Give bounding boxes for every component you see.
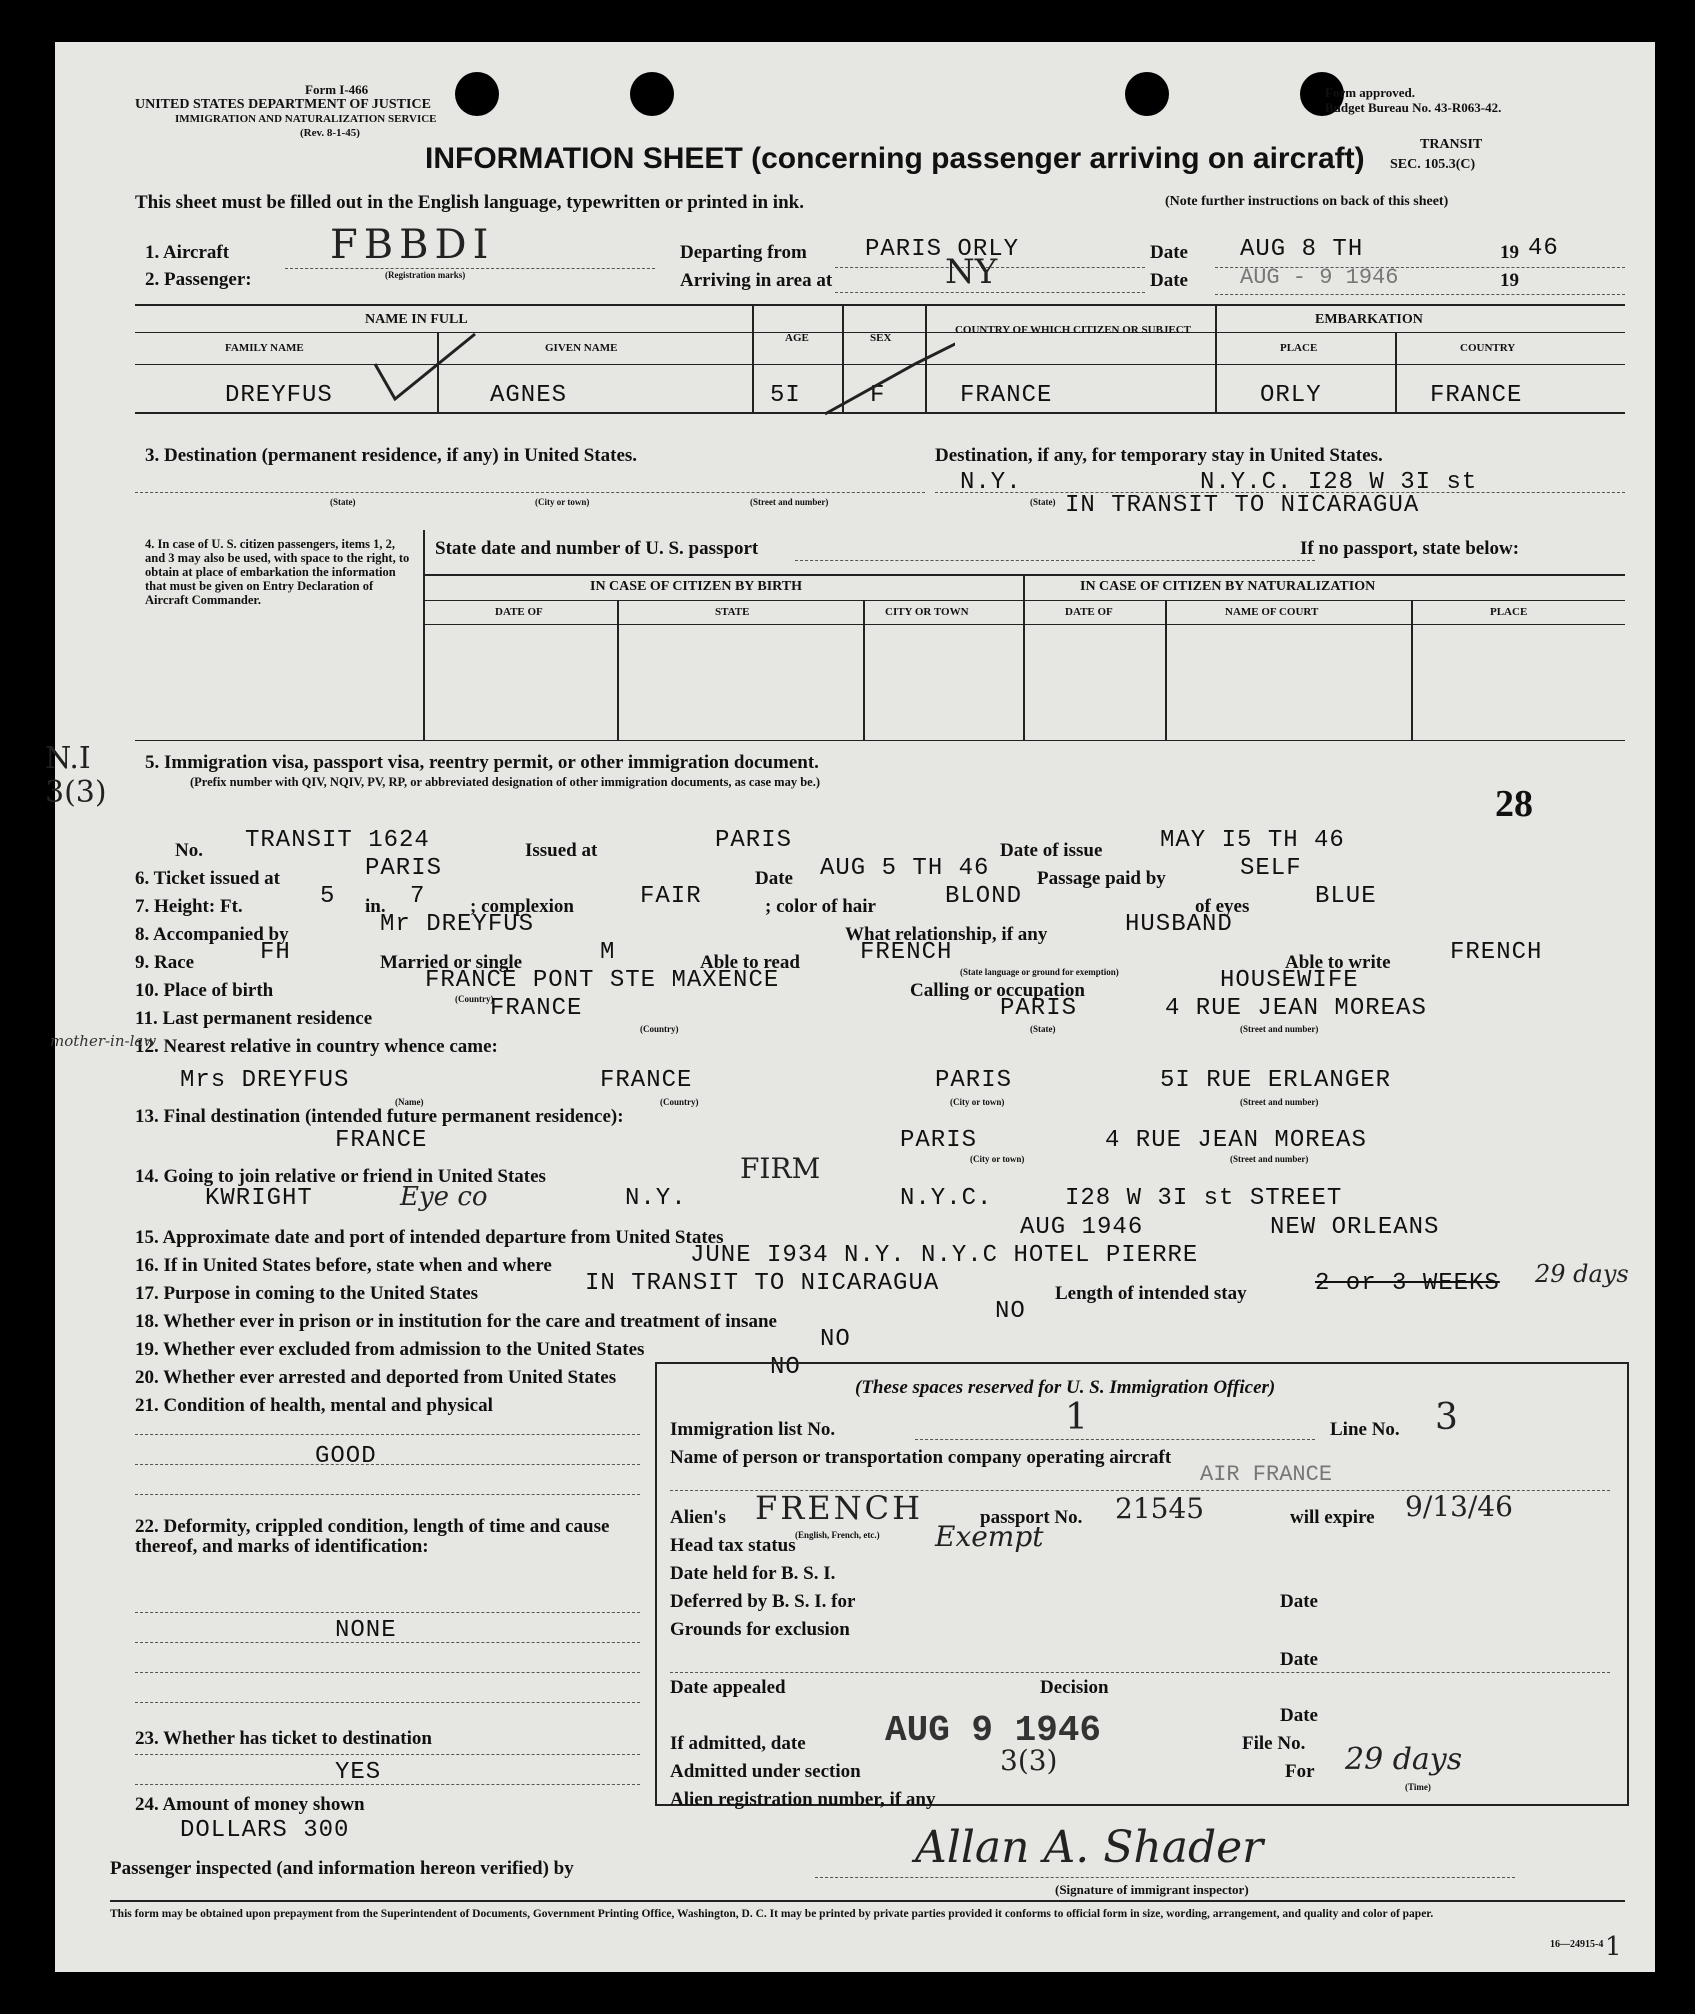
relative-country-value: FRANCE — [600, 1067, 693, 1094]
line-no-value: 3 — [1435, 1397, 1458, 1438]
col-embarkation: EMBARKATION — [1315, 312, 1423, 327]
reg-marks-caption: (Registration marks) — [385, 270, 466, 280]
footer-note: This form may be obtained upon prepayment from the Superintendent of Documents, Government Printing Office, Washington, D. C. It may be printed by private parties provided it conforms to official form in size, wording, arrangement, and quality and color of paper. — [110, 1908, 1434, 1920]
married-value: M — [600, 939, 616, 966]
label-section: Admitted under section — [670, 1761, 861, 1782]
temp-state-value: N.Y. — [960, 469, 1022, 496]
label-decision: Decision — [1040, 1677, 1109, 1698]
label-race: 9. Race — [135, 952, 195, 973]
label-relationship: What relationship, if any — [845, 924, 1048, 945]
arriving-value: NY — [945, 252, 998, 292]
stay-struck-value: 2 or 3 WEEKS — [1315, 1270, 1500, 1297]
label-married: Married or single — [380, 952, 523, 973]
caption-city-3: (City or town) — [970, 1154, 1025, 1164]
pencil-mark: 1 — [1605, 1932, 1622, 1962]
col-place-nat: PLACE — [1490, 606, 1528, 618]
label-alien-reg: Alien registration number, if any — [670, 1789, 936, 1810]
join-hand2-value: Eye co — [400, 1182, 488, 1212]
relative-name-value: Mrs DREYFUS — [180, 1067, 350, 1094]
form-number: Form I-466 — [305, 82, 369, 97]
label-arriving: Arriving in area at — [680, 270, 833, 291]
label-date-a: Date — [1280, 1591, 1318, 1612]
form-approved: Form approved. — [1325, 85, 1416, 100]
section-value: 3(3) — [1000, 1744, 1058, 1777]
label-date-1: Date — [1150, 242, 1188, 263]
visa-no-value: TRANSIT 1624 — [245, 827, 430, 854]
caption-country-3: (Country) — [660, 1097, 699, 1107]
aircraft-value: FBBDI — [330, 222, 495, 268]
label-us-passport: State date and number of U. S. passport — [435, 538, 759, 559]
label-money: 24. Amount of money shown — [135, 1794, 365, 1815]
col-sex: SEX — [870, 332, 892, 344]
embark-place-value: ORLY — [1260, 382, 1322, 409]
page-title: INFORMATION SHEET (concerning passenger arriving on aircraft) — [425, 142, 1365, 175]
departure-date-value: AUG 1946 — [1020, 1214, 1144, 1241]
date2-stamp: AUG - 9 1946 — [1240, 265, 1399, 290]
caption-state-3: (State) — [1030, 1024, 1056, 1034]
label-occupation: Calling or occupation — [910, 980, 1085, 1001]
label-passenger: 2. Passenger: — [145, 269, 252, 290]
join-name-value: KWRIGHT — [205, 1185, 313, 1212]
col-name-in-full: NAME IN FULL — [365, 312, 468, 327]
label-date-c: Date — [1280, 1705, 1318, 1726]
list-no-value: 1 — [1065, 1397, 1088, 1438]
label-purpose: 17. Purpose in coming to the United States — [135, 1283, 479, 1304]
caption-street-4: (Street and number) — [1230, 1154, 1309, 1164]
label-no-passport: If no passport, state below: — [1300, 538, 1520, 559]
col-date-of-1: DATE OF — [495, 606, 543, 618]
label-health: 21. Condition of health, mental and physical — [135, 1395, 493, 1416]
age-value: 5I — [770, 382, 801, 409]
relation-note: mother-in-law — [50, 1032, 157, 1050]
col-city-town: CITY OR TOWN — [885, 606, 969, 618]
label-aircraft: 1. Aircraft — [145, 242, 230, 263]
race-value: FH — [260, 939, 291, 966]
label-ticket-date: Date — [755, 868, 793, 889]
col-date-of-2: DATE OF — [1065, 606, 1113, 618]
ticket-value: YES — [335, 1759, 382, 1786]
nationality-value: FRENCH — [755, 1489, 924, 1527]
temp-city-value: N.Y.C. I28 W 3I st — [1200, 469, 1478, 496]
signature-caption: (Signature of immigrant inspector) — [1055, 1882, 1249, 1897]
last-city-value: PARIS — [1000, 995, 1078, 1022]
caption-country-2: (Country) — [640, 1024, 679, 1034]
caption-country: (Country) — [455, 994, 494, 1004]
label-year-2: 19 — [1500, 270, 1519, 291]
page-number: 28 — [1495, 783, 1533, 825]
label-bsi-deferred: Deferred by B. S. I. for — [670, 1591, 856, 1612]
label-admitted-date: If admitted, date — [670, 1733, 806, 1754]
birth-place-value: FRANCE PONT STE MAXENCE — [425, 967, 780, 994]
margin-note: N.I 3(3) — [45, 741, 107, 810]
label-will-expire: will expire — [1290, 1507, 1375, 1528]
label-going-to-join: 14. Going to join relative or friend in United States — [135, 1166, 546, 1187]
label-passport-no: passport No. — [980, 1507, 1083, 1528]
label-head-tax: Head tax status — [670, 1535, 796, 1556]
operator-stamp: AIR FRANCE — [1200, 1462, 1333, 1487]
complexion-value: FAIR — [640, 883, 702, 910]
for-value: 29 days — [1345, 1742, 1463, 1777]
lang-caption: (State language or ground for exemption) — [960, 967, 1119, 977]
label-list-no: Immigration list No. — [670, 1419, 836, 1440]
note: (Note further instructions on back of this sheet) — [1165, 194, 1449, 209]
final-street-value: 4 RUE JEAN MOREAS — [1105, 1127, 1367, 1154]
label-bsi-held: Date held for B. S. I. — [670, 1563, 836, 1584]
departing-value: PARIS ORLY — [865, 236, 1020, 263]
caption-street-3: (Street and number) — [1240, 1097, 1319, 1107]
budget-bureau: Budget Bureau No. 43-R063-42. — [1325, 100, 1502, 115]
caption-street: (Street and number) — [750, 497, 829, 507]
family-name-value: DREYFUS — [225, 382, 333, 409]
department: UNITED STATES DEPARTMENT OF JUSTICE — [135, 97, 431, 112]
eyes-value: BLUE — [1315, 883, 1377, 910]
deformity-value: NONE — [335, 1617, 397, 1644]
last-street-value: 4 RUE JEAN MOREAS — [1165, 995, 1427, 1022]
punch-hole — [630, 72, 674, 116]
label-height: 7. Height: Ft. — [135, 896, 243, 917]
stay-hand-value: 29 days — [1535, 1260, 1629, 1288]
transit-note: TRANSIT — [1420, 137, 1483, 152]
label-write: Able to write — [1285, 952, 1391, 973]
join-city-value: N.Y.C. — [900, 1185, 993, 1212]
q4-note: 4. In case of U. S. citizen passengers, items 1, 2, and 3 may also be used, with space to the right, to obtain at place of embarkation the information that must be given on Entry Declaration of Aircraft Commander. — [145, 537, 410, 607]
paid-by-value: SELF — [1240, 855, 1302, 882]
label-excluded: 19. Whether ever excluded from admission to the United States — [135, 1339, 645, 1360]
date1-value: AUG 8 TH — [1240, 236, 1364, 263]
label-for: For — [1285, 1761, 1315, 1782]
label-file-no: File No. — [1242, 1733, 1306, 1754]
label-date-issue: Date of issue — [1000, 840, 1103, 861]
visa-note: (Prefix number with QIV, NQIV, PV, RP, or abbreviated designation of other immigration documents, as case may be.) — [190, 775, 820, 789]
ticket-date-value: AUG 5 TH 46 — [820, 855, 990, 882]
embark-country-value: FRANCE — [1430, 382, 1523, 409]
accompanied-value: Mr DREYFUS — [380, 911, 535, 938]
col-state: STATE — [715, 606, 750, 618]
deported-value: NO — [770, 1354, 801, 1381]
col-citizen-naturalization: IN CASE OF CITIZEN BY NATURALIZATION — [1080, 579, 1376, 594]
admitted-date-stamp: AUG 9 1946 — [885, 1710, 1102, 1751]
instruction: This sheet must be filled out in the English language, typewritten or printed in ink. — [135, 192, 804, 213]
label-nearest-relative: 12. Nearest relative in country whence came: — [135, 1036, 498, 1057]
join-street-value: I28 W 3I st STREET — [1065, 1185, 1343, 1212]
issued-at-value: PARIS — [715, 827, 793, 854]
label-no: No. — [175, 840, 203, 861]
prison-value: NO — [995, 1298, 1026, 1325]
label-operator: Name of person or transportation company operating aircraft — [670, 1447, 1172, 1468]
label-issued-at: Issued at — [525, 840, 598, 861]
final-city-value: PARIS — [900, 1127, 978, 1154]
caption-city: (City or town) — [535, 497, 590, 507]
relative-city-value: PARIS — [935, 1067, 1013, 1094]
revision: (Rev. 8-1-45) — [300, 127, 360, 139]
label-inches: in. — [365, 896, 386, 917]
passport-no-value: 21545 — [1115, 1492, 1205, 1525]
label-accompanied: 8. Accompanied by — [135, 924, 289, 945]
year1-value: 46 — [1528, 235, 1559, 262]
label-prison: 18. Whether ever in prison or in institution for the care and treatment of insane — [135, 1311, 777, 1332]
caption-name: (Name) — [395, 1097, 424, 1107]
col-country-citizen: COUNTRY OF WHICH CITIZEN OR SUBJECT — [954, 324, 1192, 336]
caption-state-2: (State) — [1030, 497, 1056, 507]
label-deformity: 22. Deformity, crippled condition, length of time and cause thereof, and marks of identification: — [135, 1516, 610, 1557]
label-length-stay: Length of intended stay — [1055, 1283, 1247, 1304]
col-citizen-birth: IN CASE OF CITIZEN BY BIRTH — [590, 579, 803, 594]
punch-hole — [1125, 72, 1169, 116]
label-visa: 5. Immigration visa, passport visa, reentry permit, or other immigration document. — [145, 752, 819, 773]
departure-port-value: NEW ORLEANS — [1270, 1214, 1440, 1241]
time-caption: (Time) — [1405, 1782, 1431, 1792]
issue-date-value: MAY I5 TH 46 — [1160, 827, 1345, 854]
form-sheet — [45, 42, 1655, 1972]
relative-street-value: 5I RUE ERLANGER — [1160, 1067, 1392, 1094]
label-deported: 20. Whether ever arrested and deported from United States — [135, 1367, 617, 1388]
punch-hole — [455, 72, 499, 116]
label-last-residence: 11. Last permanent residence — [135, 1008, 373, 1029]
label-year-1: 19 — [1500, 242, 1519, 263]
col-age: AGE — [785, 332, 809, 344]
sex-value: F — [870, 382, 886, 409]
print-number: 16—24915-4 — [1550, 1939, 1604, 1950]
read-value: FRENCH — [860, 939, 953, 966]
officer-heading: (These spaces reserved for U. S. Immigration Officer) — [855, 1377, 1276, 1398]
money-value: DOLLARS 300 — [180, 1817, 350, 1844]
label-aliens: Alien's — [670, 1507, 726, 1528]
label-departing: Departing from — [680, 242, 807, 263]
label-passage-paid: Passage paid by — [1037, 868, 1166, 889]
citizen-value: FRANCE — [960, 382, 1053, 409]
last-country-value: FRANCE — [490, 995, 583, 1022]
col-country: COUNTRY — [1460, 342, 1516, 354]
label-final-destination: 13. Final destination (intended future permanent residence): — [135, 1106, 624, 1127]
caption-city-2: (City or town) — [950, 1097, 1005, 1107]
service: IMMIGRATION AND NATURALIZATION SERVICE — [175, 113, 437, 125]
before-value: JUNE I934 N.Y. N.Y.C HOTEL PIERRE — [690, 1242, 1199, 1269]
purpose-value: IN TRANSIT TO NICARAGUA — [585, 1270, 940, 1297]
nationality-caption: (English, French, etc.) — [795, 1530, 880, 1540]
final-country-value: FRANCE — [335, 1127, 428, 1154]
label-destination: 3. Destination (permanent residence, if any) in United States. — [145, 445, 638, 466]
label-eyes: of eyes — [1195, 896, 1250, 917]
label-hair: ; color of hair — [765, 896, 876, 917]
excluded-value: NO — [820, 1326, 851, 1353]
caption-street-2: (Street and number) — [1240, 1024, 1319, 1034]
inches-value: 7 — [410, 883, 426, 910]
label-departure: 15. Approximate date and port of intended departure from United States — [135, 1227, 724, 1248]
check-marks — [355, 304, 955, 424]
join-hand-value: FIRM — [740, 1152, 821, 1185]
label-grounds: Grounds for exclusion — [670, 1619, 850, 1640]
relationship-value: HUSBAND — [1125, 911, 1233, 938]
col-name-court: NAME OF COURT — [1225, 606, 1319, 618]
label-date-2: Date — [1150, 270, 1188, 291]
label-appealed: Date appealed — [670, 1677, 786, 1698]
label-inspected: Passenger inspected (and information hereon verified) by — [110, 1858, 574, 1879]
health-value: GOOD — [315, 1443, 377, 1470]
given-name-value: AGNES — [490, 382, 568, 409]
label-read: Able to read — [700, 952, 800, 973]
ticket-at-value: PARIS — [365, 855, 443, 882]
write-value: FRENCH — [1450, 939, 1543, 966]
feet-value: 5 — [320, 883, 336, 910]
label-before: 16. If in United States before, state when and where — [135, 1255, 552, 1276]
transit-value: IN TRANSIT TO NICARAGUA — [1065, 492, 1420, 519]
col-place: PLACE — [1280, 342, 1318, 354]
label-birth-place: 10. Place of birth — [135, 980, 274, 1001]
head-tax-value: Exempt — [935, 1520, 1044, 1553]
join-state-value: N.Y. — [625, 1185, 687, 1212]
label-temp-destination: Destination, if any, for temporary stay in United States. — [935, 445, 1383, 466]
label-complexion: ; complexion — [470, 896, 574, 917]
occupation-value: HOUSEWIFE — [1220, 967, 1359, 994]
label-line-no: Line No. — [1330, 1419, 1400, 1440]
caption-state: (State) — [330, 497, 356, 507]
inspector-signature: Allan A. Shader — [915, 1822, 1264, 1873]
label-date-b: Date — [1280, 1649, 1318, 1670]
section-note: SEC. 105.3(C) — [1390, 157, 1476, 172]
hair-value: BLOND — [945, 883, 1023, 910]
label-ticket-issued: 6. Ticket issued at — [135, 868, 280, 889]
col-family-name: FAMILY NAME — [225, 342, 304, 354]
expire-value: 9/13/46 — [1405, 1490, 1513, 1523]
label-ticket-destination: 23. Whether has ticket to destination — [135, 1728, 432, 1749]
col-given-name: GIVEN NAME — [545, 342, 618, 354]
